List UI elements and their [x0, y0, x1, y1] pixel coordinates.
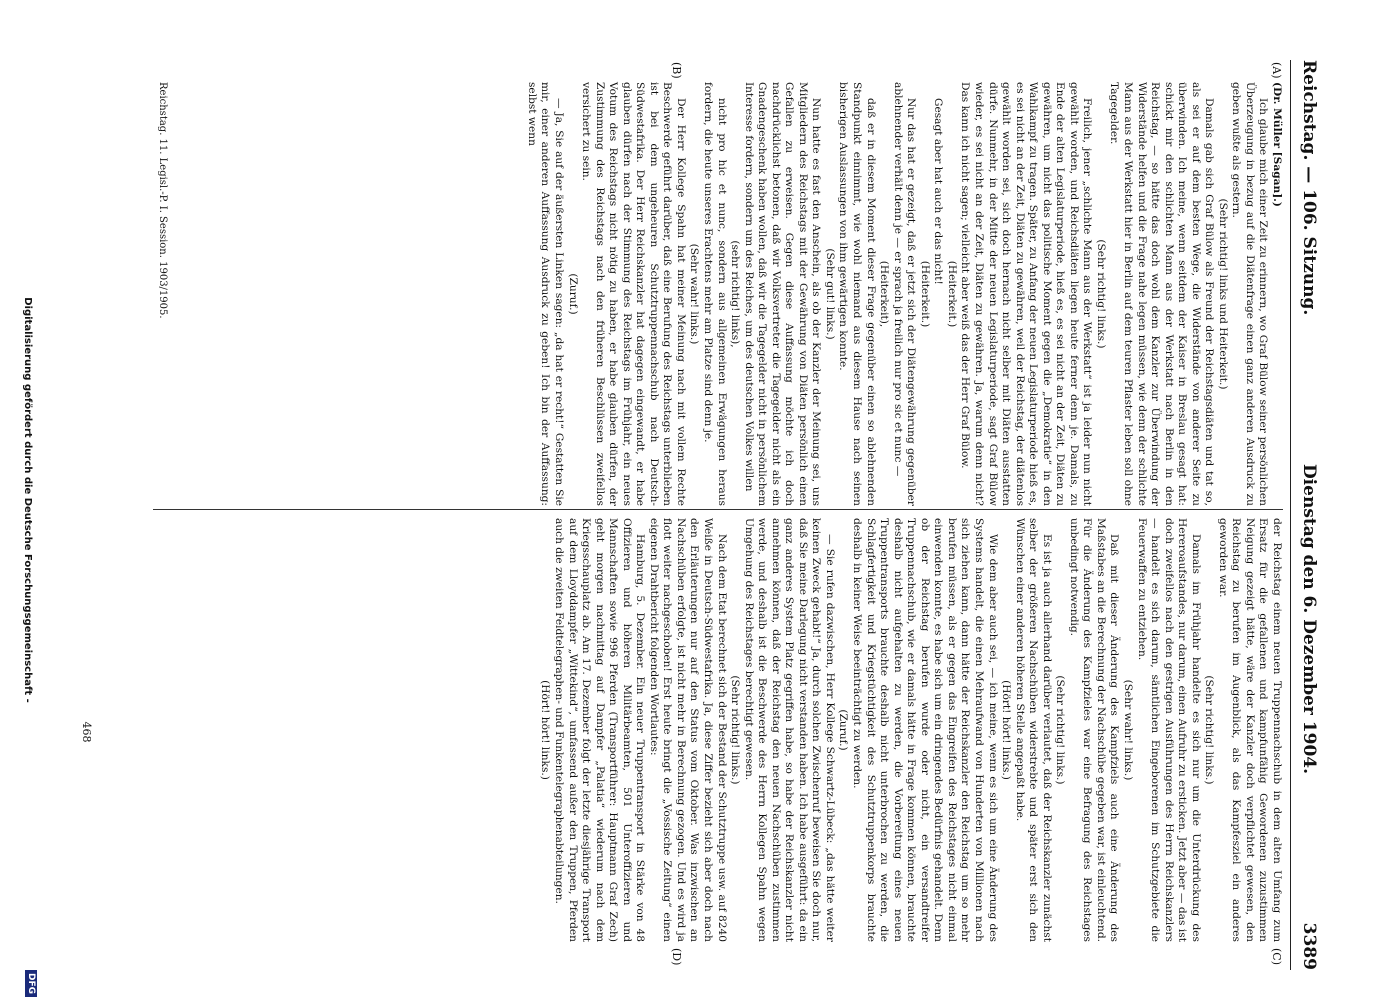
column-divider [153, 509, 1283, 510]
margin-letter-c: (C) [1270, 948, 1283, 965]
paragraph: Nach dem Etat berechnet sich der Bestand der Schutztruppe usw. auf 8240 Weiße in Deutsch-Südwestafrika. Ja, diese Ziffer bezieht sich aber doch nach den Erläuterungen nur auf den Status vom Oktober. Was inzwischen an Nachschüben erfolgte, ist nicht mehr in Berechnung gezogen. Und es wird ja flott weiter nachgeschoben! Erst heute bringt die „Vossische Zeitung“ einen eigenen Drahtbericht folgenden Wortlautes: [647, 518, 728, 942]
interjection: (Sehr richtig! links.) [1203, 675, 1216, 785]
speaker-line: (Dr. Müller [Sagan].) [1271, 82, 1283, 207]
margin-letter-b: (B) [670, 62, 683, 79]
paragraph: Gesagt aber hat auch er das nicht! [932, 98, 945, 285]
interjection: (Heiterkeit.) [945, 260, 958, 328]
interjection: (Sehr wahr! links.) [1121, 679, 1134, 781]
interjection: (Sehr richtig! links.) [1054, 675, 1067, 785]
paragraph: Freilich, jener „schlichte Mann aus der Werkstatt“ ist ja leider nun nicht gewählt worden, und Reichsdiäten liegen heute ferner denn je. Damals, zu Ende der alten Legislaturperiode, hieß es, es sei nicht an der Zeit, Diäten zu gewähren, um nicht das politische Moment gegen die „Demokratie“ in den Wahlkampf zu tragen. Später, zu Anfang der neuen Legislaturperiode hieß es, es sei nicht an der Zeit, Diäten zu gewähren, weil der Reichstag, der diätenlos gewählt worden sei, sich doch hernach nicht selber mit Diäten ausstatten dürfe. Nunmehr, in der Mitte der neuen Legislaturperiode, sagt Graf Bülow wieder, es sei nicht an der Zeit, Diäten zu gewähren. Ja, warum denn nicht? Das kann ich nicht sagen; vielleicht aber weiß das der Herr Graf Bülow. [959, 82, 1094, 506]
paragraph: — Ja, Sie auf der äußersten Linken sagen: „da hat er recht!“ Gestatten Sie mir, einer anderen Auffassung Ausdruck zu geben! Ich bin der Auffassung: selbst wenn [525, 82, 566, 506]
interjection: (Sehr wahr! links.) [688, 243, 701, 345]
paragraph: Damals gab sich Graf Bülow als Freund der Reichstagsdiäten und tat so, als sei er auf dem besten Wege, die Widerstände von anderer Seite zu überwinden. Ich meine, wenn seitdem der Kaiser in Breslau gesagt hat: schickt mir den schlichten Mann aus der Werkstatt nach Berlin in den Reichstag, — so hätte das doch wohl dem Kanzler zur Überwindung der Widerstände helfen und die Frage nahe legen müssen, wie denn der schlichte Mann aus der Werkstatt hier in Berlin auf dem teuren Pflaster leben soll ohne Tagegelder. [1108, 82, 1216, 506]
dfg-logo: DFG [25, 970, 37, 997]
page-header [1295, 60, 1323, 970]
right-column [538, 518, 1283, 942]
interjection: (Zuruf.) [837, 709, 850, 751]
header-center: Dienstag den 6. Dezember 1904. [1299, 463, 1319, 775]
left-column [524, 82, 1283, 506]
paragraph: nicht pro hic et nunc, sondern aus allgemeinen Erwägungen heraus fordern, die heute unseres Erachtens mehr am Platze sind denn je. [702, 82, 728, 506]
paragraph: Nur das hat er gezeigt, daß er jetzt sich der Diätengewährung gegenüber ablehnender verhält denn je — er sprach ja freilich nur pro sic et nunc — [891, 82, 918, 506]
interjection: (Sehr richtig! links.) [1094, 239, 1107, 349]
margin-letter-d: (D) [670, 948, 683, 966]
interjection: (Zuruf.) [566, 273, 579, 315]
page-number: 3389 [1299, 922, 1319, 970]
footer-session: Reichstag. 11. Legisl.-P. I. Session. 1903/1905. [157, 82, 168, 319]
header-left: Reichstag. — 106. Sitzung. [1299, 60, 1319, 316]
paragraph: der Reichstag einem neuen Truppennachschub in dem alten Umfang zum Ersatz für die gefallenen und kampfunfähig Gewordenen zuzustimmen Neigung gezeigt hätte, wäre der Kanzler doch verpflichtet gewesen, den Reichstag zu berufen im Augenblick, als das Kampfesziel ein anderes geworden war. [1216, 518, 1283, 942]
interjection: (Heiterkeit), [878, 260, 891, 328]
paragraph: Der Herr Kollege Spahn hat meiner Meinung nach mit vollem Rechte Beschwerde geführt darüber, daß eine Berufung des Reichstags unterblieben ist bei dem ungeheuren Schutztruppennachschub nach Deutsch-Südwestafrika. Der Herr Reichskanzler hat dagegen eingewandt, er habe glauben dürfen nach der Stimmung des Reichstags im Frühjahr, ein neues Votum des Reichstags nicht nötig zu haben, er habe glauben dürfen, der Zustimmung des Reichstags nach den früheren Beschlüssen zweifellos versichert zu sein. [580, 82, 687, 506]
interjection: (Heiterkeit.) [918, 260, 931, 328]
footer-number: 468 [80, 721, 93, 743]
interjection: (Hört! hört! links.) [1000, 680, 1013, 780]
header-rule [1290, 60, 1291, 970]
paragraph: Ich glaube mich einer Zeit zu erinnern, wo Graf Bülow seiner persönlichen Überzeugung in bezug auf die Diätenfrage einen ganz anderen Ausdruck zu geben wußte als gestern. [1230, 82, 1270, 506]
interjection: (Sehr gut! links.) [823, 248, 836, 340]
paragraph: Wie dem aber auch sei, — ich meine, wenn es sich um eine Änderung des Systems handelt, die einen Mehraufwand von Hunderten von Millionen nach sich ziehen kann, dann hätte der Reichskanzler den Reichstag um so mehr berufen müssen, als er gegen das Eingreifen des Reichstages nicht einmal einwenden konnte, es habe sich um ein dringendes Bedürfnis gehandelt. Denn ob der Reichstag berufen wurde oder nicht, ein versandtreifer Truppennachschub, wie er damals hätte in Frage kommen können, brauchte deshalb nicht aufgehalten zu werden, die Vorbereitung eines neuen Truppentransports brauchte deshalb nicht unterbrochen zu werden, die Schlagfertigkeit und Kriegstüchtigkeit des Schutztruppenkorps brauchte deshalb in keiner Weise beeinträchtigt zu werden. [851, 518, 999, 942]
interjection: (Sehr richtig! links.) [729, 675, 742, 785]
paragraph: Es ist ja auch allerhand darüber verlautet, daß der Reichskanzler zunächst selber der größeren Nachschüben widerstrebte und später erst sich den Wünschen einer anderen höheren Stelle angepaßt habe. [1013, 518, 1053, 942]
paragraph: Nun hatte es fast den Anschein, als ob der Kanzler der Meinung sei, uns Mitgliedern des Reichstags mit der Gewährung von Diäten persönlich einen Gefallen zu erweisen. Gegen diese Auffassung möchte ich doch nachdrücklichst betonen, daß wir Volksvertreter die Tagegelder nicht als ein Gnadengeschenk haben wollen, daß wir die Tagegelder nicht in persönlichem Interesse fordern, sondern um des Reiches, um des deutschen Volkes willen [742, 82, 823, 506]
margin-letter-a: (A) [1270, 62, 1283, 79]
paragraph: — Sie rufen dazwischen, Herr Kollege Schwartz-Lübeck: „das hätte weiter keinen Zweck gehabt!“ Ja, durch solchen Zwischenruf beweisen Sie doch nur, daß Sie meine Darlegung nicht verstanden haben. Ich habe ausgeführt: da ein ganz anderes System Platz gegriffen habe, so habe der Reichskanzler nicht annehmen können, daß der Reichstag den neuen Nachschüben zustimmen werde, und deshalb ist die Beschwerde des Herrn Kollegen Spahn wegen Umgehung des Reichstages berechtigt gewesen. [742, 518, 836, 942]
interjection: (Hört! hört! links.) [539, 680, 552, 780]
digitization-credit: Digitalisierung gefördert durch die Deutsche Forschungsgemeinschaft - [22, 297, 33, 703]
paragraph: Damals im Frühjahr handelte es sich nur um die Unterdrückung des Hereroaufstandes, nur darum, einen Aufruhr zu ersticken. Jetzt aber — das ist doch zweifellos nach den gestrigen Ausführungen des Herrn Reichskanzlers — handelt es sich darum, sämtlichen Eingeborenen im Schutzgebiete die Feuerwaffen zu entziehen. [1135, 518, 1202, 942]
interjection: (sehr richtig! links), [729, 240, 742, 348]
paragraph: daß er in diesem Moment dieser Frage gegenüber einen so ablehnenden Standpunkt einnimmt, wie wohl niemand aus diesem Hause nach seinen bisherigen Auslassungen von ihm gewärtigen konnte. [837, 82, 877, 506]
interjection: (Sehr richtig! links und Heiterkeit.) [1216, 198, 1229, 390]
paragraph: Hamburg, 5. Dezember. Ein neuer Truppentransport in Stärke von 48 Offizieren und höheren Militärbeamten, 501 Unteroffizieren und Mannschaften sowie 996 Pferden (Transportführer: Hauptmann Graf Zech) geht morgen nachmittag auf Dampfer „Palatia“ wiederum nach dem Kriegsschauplatz ab. Am 17. Dezember folgt der letzte diesjährige Transport auf dem Lloyddampfer „Wittekind“, umfassend außer den Truppen, Pferden auch die zweiten Feldtelegraphen- und Funkentelegraphenabteilungen. [553, 518, 647, 942]
paragraph: Daß mit dieser Änderung des Kampfziels auch eine Änderung des Maßstabes an die Berechnung der Nachschübe gegeben war, ist einleuchtend. Für die Änderung des Kampfzieles war eine Befragung des Reichstages unbedingt notwendig. [1067, 518, 1121, 942]
